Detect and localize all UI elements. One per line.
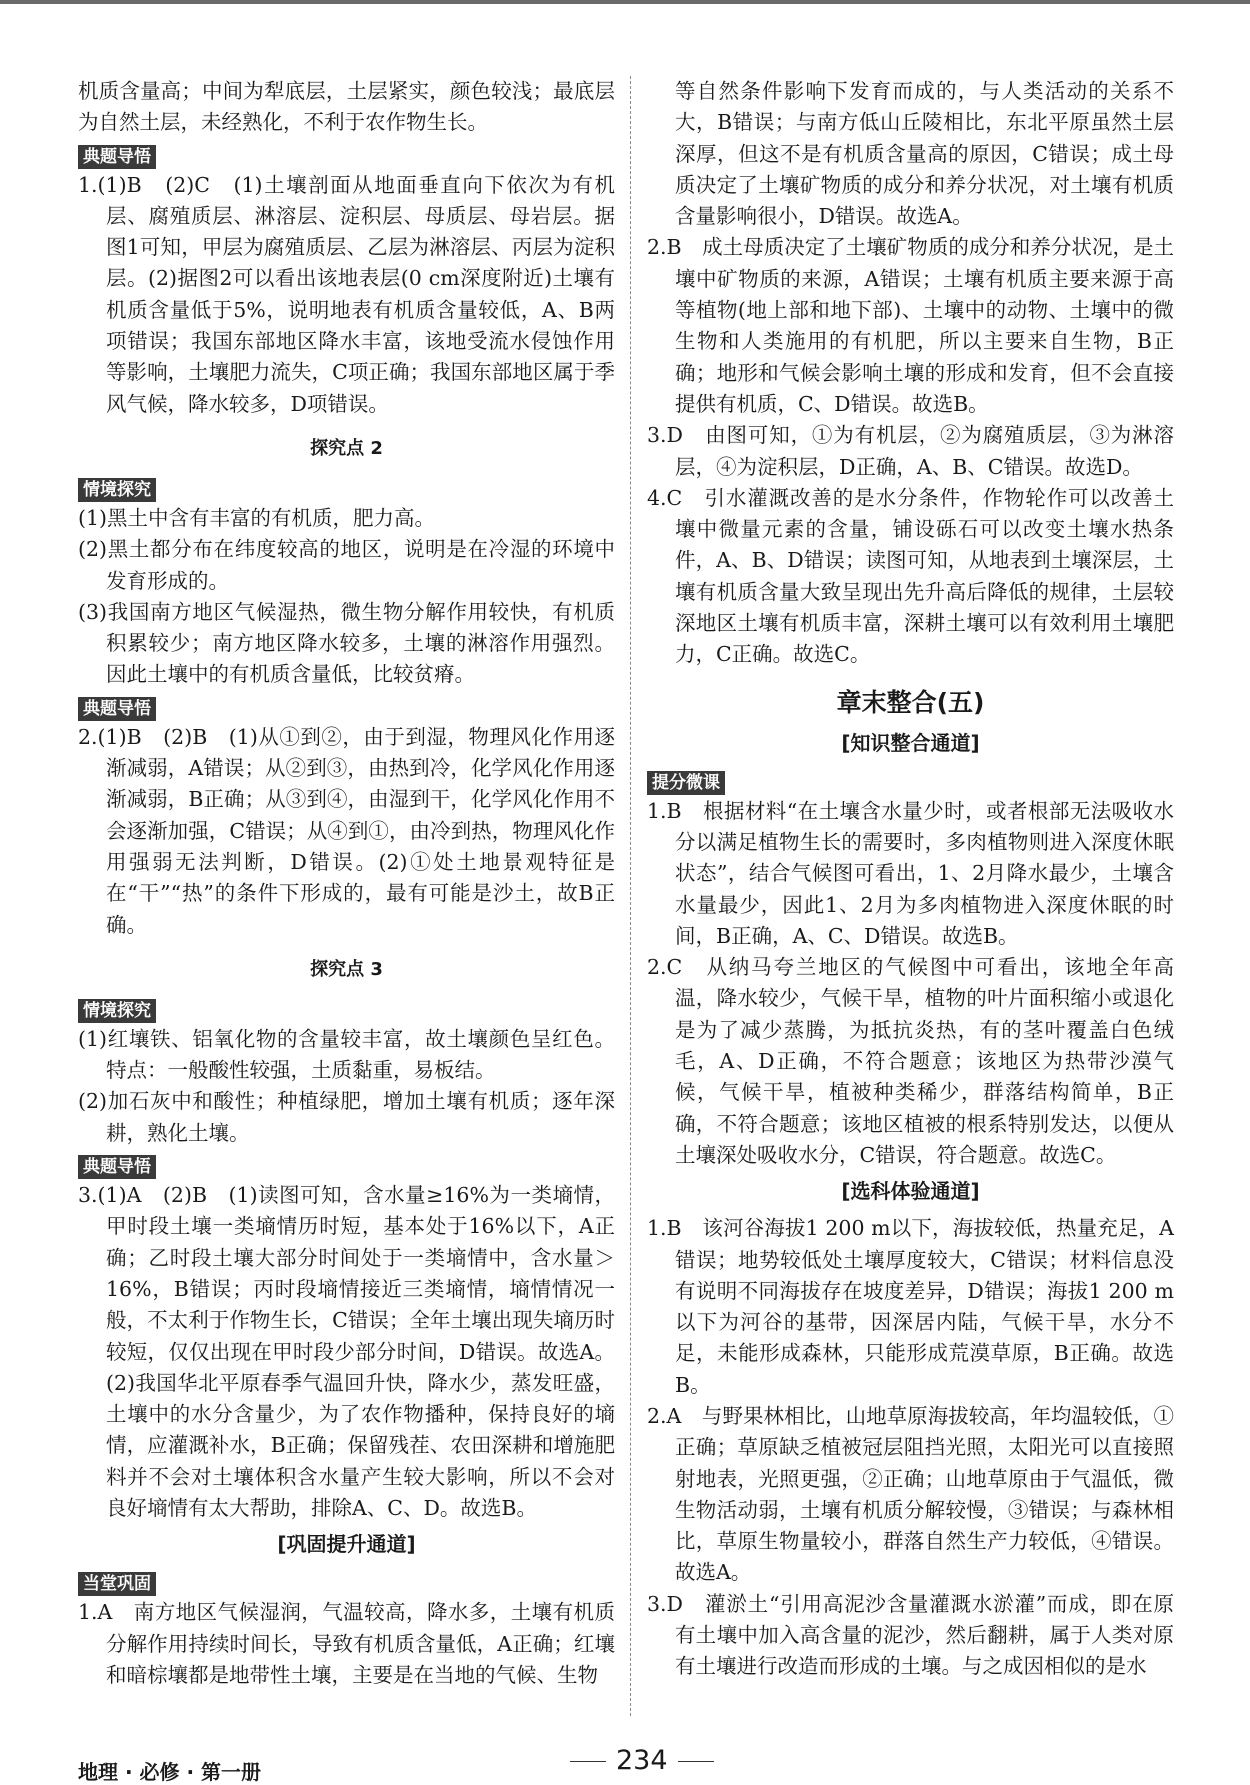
section-tag: 当堂巩固 [78, 1572, 156, 1596]
subheading: 探究点 2 [310, 437, 383, 459]
channel-heading: [知识整合通道] [841, 730, 980, 755]
channel-heading: [选科体验通道] [841, 1179, 980, 1204]
answer-item: 1.B 该河谷海拔1 200 m以下，海拔较低，热量充足，A错误；地势较低处土壤厚度较大，C错误；材料信息没有说明不同海拔存在坡度差异，D错误；海拔1 200 m以下为河谷的基带，因深居内陆，气候干旱，水分不足，未能形成森林，只能形成荒漠草原，B正确。故选B。 [647, 1216, 1174, 1397]
page-number [560, 1745, 724, 1776]
answer-item: (1)红壤铁、铝氧化物的含量较丰富，故土壤颜色呈红色。特点：一般酸性较强，土质黏重，易板结。 [78, 1026, 615, 1083]
answer-item: 2.A 与野果林相比，山地草原海拔较高，年均温较低，①正确；草原缺乏植被冠层阻挡光照，太阳光可以直接照射地表，光照更强，②正确；山地草原由于气温低，微生物活动弱，土壤有机质分解较慢，③错误；与森林相比，草原生物量较小，群落自然生产力较低，④错误。故选A。 [647, 1403, 1174, 1585]
right-column [647, 76, 1174, 1683]
answer-item: (2)黑土都分布在纬度较高的地区，说明是在冷湿的环境中发育形成的。 [78, 537, 615, 593]
section-tag: 情境探究 [78, 999, 156, 1023]
chapter-title: 章末整合(五) [836, 687, 985, 717]
column-divider [630, 76, 631, 1716]
book-title: 地理 · 必修 · 第一册 [78, 1760, 262, 1784]
answer-item: 4.C 引水灌溉改善的是水分条件，作物轮作可以改善土壤中微量元素的含量，铺设砾石可以改变土壤水热条件，A、B、D错误；读图可知，从地表到土壤深层，土壤有机质含量大致呈现出先升高后降低的规律，土层较深地区土壤有机质丰富，深耕土壤可以有效利用土壤肥力，C正确。故选C。 [647, 485, 1174, 667]
section-tag: 情境探究 [78, 478, 156, 502]
answer-continuation: 等自然条件影响下发育而成的，与人类活动的关系不大，B错误；与南方低山丘陵相比，东北平原虽然土层深厚，但这不是有机质含量高的原因，C错误；成土母质决定了土壤矿物质的成分和养分状况，对土壤有机质含量影响很小，D错误。故选A。 [675, 79, 1174, 229]
answer-item: 3.D 灌淤土“引用高泥沙含量灌溉水淤灌”而成，即在原有土壤中加入高含量的泥沙，然后翻耕，属于人类对原有土壤进行改造而形成的土壤。与之成因相似的是水 [647, 1591, 1174, 1679]
answer-item: 2.B 成土母质决定了土壤矿物质的成分和养分状况，是土壤中矿物质的来源，A错误；土壤有机质主要来源于高等植物(地上部和地下部)、土壤中的动物、土壤中的微生物和人类施用的有机肥，所以主要来自生物，B正确；地形和气候会影响土壤的形成和发育，但不会直接提供有机质，C、D错误。故选B。 [647, 235, 1174, 416]
answer-item: (3)我国南方地区气候湿热，微生物分解作用较快，有机质积累较少；南方地区降水较多，土壤的淋溶作用强烈。因此土壤中的有机质含量低，比较贫瘠。 [78, 599, 615, 687]
intro-paragraph: 机质含量高；中间为犁底层，土层紧实，颜色较浅；最底层为自然土层，未经熟化，不利于农作物生长。 [78, 79, 615, 135]
left-column [78, 76, 615, 1691]
subheading: 探究点 3 [310, 958, 383, 980]
section-tag: 典题导悟 [78, 697, 156, 721]
answer-item: 1.B 根据材料“在土壤含水量少时，或者根部无法吸收水分以满足植物生长的需要时，多肉植物则进入深度休眠状态”，结合气候图可看出，1、2月降水最少，土壤含水量最少，因此1、2月为多肉植物进入深度休眠的时间，B正确，A、C、D错误。故选B。 [647, 798, 1174, 948]
answer-item: (1)黑土中含有丰富的有机质，肥力高。 [78, 505, 436, 530]
page-dash-left [570, 1761, 606, 1762]
answer-item: 1.A 南方地区气候湿润，气温较高，降水多，土壤有机质分解作用持续时间长，导致有机质含量低，A正确；红壤和暗棕壤都是地带性土壤，主要是在当地的气候、生物 [78, 1600, 615, 1687]
page-number-text: 234 [616, 1745, 668, 1776]
answer-item: 3.D 由图可知，①为有机层，②为腐殖质层，③为淋溶层，④为淀积层，D正确，A、B、C错误。故选D。 [647, 423, 1174, 479]
answer-item: 2.C 从纳马夸兰地区的气候图中可看出，该地全年高温，降水较少，气候干旱，植物的叶片面积缩小或退化是为了减少蒸腾，为抵抗炎热，有的茎叶覆盖白色绒毛，A、D正确，不符合题意；该地区为热带沙漠气候，气候干旱，植被种类稀少，群落结构简单，B正确，不符合题意；该地区植被的根系特别发达，以便从土壤深处吸收水分，C错误，符合题意。故选C。 [647, 955, 1174, 1167]
answer-item: (2)加石灰中和酸性；种植绿肥，增加土壤有机质；逐年深耕，熟化土壤。 [78, 1089, 615, 1145]
channel-heading: [巩固提升通道] [277, 1532, 416, 1557]
section-tag: 典题导悟 [78, 1155, 156, 1179]
answer-item: 3.(1)A (2)B (1)读图可知，含水量≥16%为一类墒情，甲时段土壤一类墒情历时短，基本处于16%以下，A正确；乙时段土壤大部分时间处于一类墒情中，含水量＞16%，B错误；丙时段墒情接近三类墒情，墒情情况一般，不太利于作物生长，C错误；全年土壤出现失墒历时较短，仅仅出现在甲时段少部分时间，D错误。故选A。(2)我国华北平原春季气温回升快，降水少，蒸发旺盛，土壤中的水分含量少，为了农作物播种，保持良好的墒情，应灌溉补水，B正确；保留残茬、农田深耕和增施肥料并不会对土壤体积含水量产生较大影响，所以不会对良好墒情有太大帮助，排除A、C、D。故选B。 [78, 1183, 615, 1520]
answer-item: 1.(1)B (2)C (1)土壤剖面从地面垂直向下依次为有机层、腐殖质层、淋溶层、淀积层、母质层、母岩层。据图1可知，甲层为腐殖质层、乙层为淋溶层、丙层为淀积层。(2)据图2可以看出该地表层(0 cm深度附近)土壤有机质含量低于5%，说明地表有机质含量较低，A、B两项错误；我国东部地区降水丰富，该地受流水侵蚀作用等影响，土壤肥力流失，C项正确；我国东部地区属于季风气候，降水较多，D项错误。 [78, 172, 615, 416]
section-tag: 提分微课 [647, 771, 725, 795]
top-border [0, 0, 1250, 4]
page-dash-right [678, 1761, 714, 1762]
answer-item: 2.(1)B (2)B (1)从①到②，由于到湿，物理风化作用逐渐减弱，A错误；从②到③，由热到冷，化学风化作用逐渐减弱，B正确；从③到④，由湿到干，化学风化作用不会逐渐加强，C错误；从④到①，由冷到热，物理风化作用强弱无法判断，D错误。(2)①处土地景观特征是在“干”“热”的条件下形成的，最有可能是沙土，故B正确。 [78, 724, 615, 937]
section-tag: 典题导悟 [78, 145, 156, 169]
